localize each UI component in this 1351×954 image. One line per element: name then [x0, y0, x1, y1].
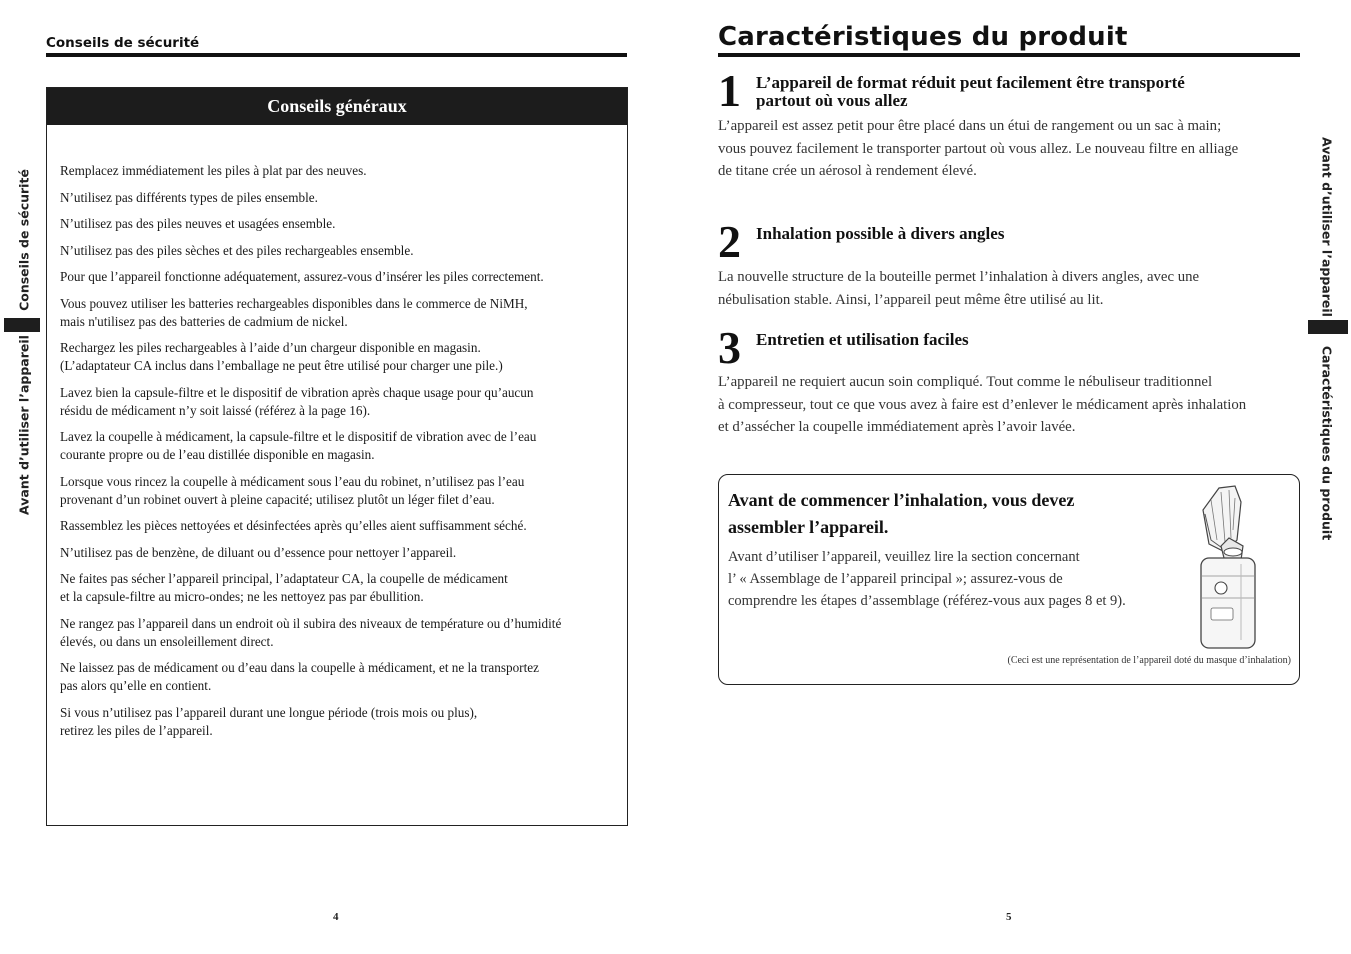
- left-side-tab: [4, 166, 44, 516]
- safety-tips-list: [60, 162, 616, 748]
- list-item: N’utilisez pas de benzène, de diluant ou d’essence pour nettoyer l’appareil.: [60, 544, 457, 560]
- list-item: Ne laissez pas de médicament ou d’eau dans la coupelle à médicament, et ne la transportez pas alors qu’elle en contient.: [60, 660, 539, 693]
- list-item: Lavez bien la capsule-filtre et le dispositif de vibration après chaque usage pour qu’aucun résidu de médicament n’y soit laissé (référez à la page 16).: [60, 384, 534, 418]
- title-rule: [718, 53, 1300, 57]
- list-item: Pour que l’appareil fonctionne adéquatement, assurez-vous d’insérer les piles correctement.: [60, 269, 544, 284]
- left-page-header: Conseils de sécurité: [46, 35, 200, 51]
- general-advice-box: [46, 87, 628, 826]
- side-tab-marker: [4, 318, 40, 332]
- left-header-rule: [46, 53, 627, 57]
- general-advice-title: Conseils généraux: [47, 88, 627, 125]
- side-tab-marker: [1308, 320, 1348, 334]
- feature-body: L’appareil ne requiert aucun soin compliqué. Tout comme le nébuliseur traditionnel à compresseur, tout ce que vous avez à faire est d’enlever le médicament après inhalation et d’assécher la coupelle immédiatement après l’avoir lavée.: [718, 374, 1247, 435]
- page-title: Caractéristiques du produit: [718, 22, 1128, 52]
- list-item: Si vous n’utilisez pas l’appareil durant une longue période (trois mois ou plus), retirez les piles de l’appareil.: [60, 704, 478, 738]
- right-side-tab: [1306, 137, 1348, 550]
- note-body: Avant d’utiliser l’appareil, veuillez lire la section concernant l’ « Assemblage de l’appareil principal »; assurez-vous de comprendre les étapes d’assemblage (référez-vous aux pages 8 et 9).: [728, 549, 1126, 609]
- assembly-note-box: [718, 474, 1300, 685]
- page-number-right: 5: [1006, 911, 1012, 923]
- list-item: Lorsque vous rincez la coupelle à médicament sous l’eau du robinet, n’utilisez pas l’eau provenant d’un robinet ouvert à pleine capacité; utilisez plutôt un léger filet d’eau.: [60, 473, 525, 507]
- feature-heading: Inhalation possible à divers angles: [756, 224, 1005, 243]
- list-item: Remplacez immédiatement les piles à plat par des neuves.: [60, 163, 367, 178]
- list-item: Vous pouvez utiliser les batteries rechargeables disponibles dans le commerce de NiMH, mais n'utilisez pas des batteries de cadmium de nickel.: [60, 295, 528, 329]
- side-tab-label-current: Conseils de sécurité: [16, 169, 32, 311]
- nebulizer-illustration: [1171, 480, 1281, 652]
- list-item: Ne rangez pas l’appareil dans un endroit où il subira des niveaux de température ou d’humidité élevés, ou dans un ensoleillement direct.: [60, 615, 562, 649]
- illustration-caption: (Ceci est une représentation de l’appareil doté du masque d’inhalation): [1007, 655, 1291, 666]
- list-item: N’utilisez pas différents types de piles ensemble.: [60, 189, 318, 205]
- page-number-left: 4: [333, 911, 339, 923]
- side-tab-label-current: Caractéristiques du produit: [1319, 345, 1335, 541]
- list-item: Rechargez les piles rechargeables à l’aide d’un chargeur disponible en magasin. (L’adaptateur CA inclus dans l’emballage ne peut être utilisé pour charger une pile.): [60, 340, 503, 373]
- list-item: Rassemblez les pièces nettoyées et désinfectées après qu’elles aient suffisamment séché.: [60, 518, 527, 533]
- list-item: Lavez la coupelle à médicament, la capsule-filtre et le dispositif de vibration avec de l’eau courante propre ou de l’eau distillée disponible en magasin.: [60, 429, 537, 462]
- list-item: Ne faites pas sécher l’appareil principal, l’adaptateur CA, la coupelle de médicament et la capsule-filtre au micro-ondes; ne les nettoyez pas par ébullition.: [60, 571, 508, 604]
- side-tab-label-section: Avant d’utiliser l’appareil: [16, 335, 32, 515]
- list-item: N’utilisez pas des piles neuves et usagées ensemble.: [60, 216, 336, 231]
- feature-body: La nouvelle structure de la bouteille permet l’inhalation à divers angles, avec une nébulisation stable. Ainsi, l’appareil peut même être utilisé au lit.: [718, 269, 1200, 308]
- list-item: N’utilisez pas des piles sèches et des piles rechargeables ensemble.: [60, 242, 414, 258]
- side-tab-label-section: Avant d’utiliser l’appareil: [1319, 137, 1335, 317]
- note-title: Avant de commencer l’inhalation, vous devez assembler l’appareil.: [728, 490, 1075, 537]
- feature-number: 3: [718, 322, 741, 373]
- feature-heading: Entretien et utilisation faciles: [756, 330, 969, 349]
- feature-heading: L’appareil de format réduit peut facilement être transporté partout où vous allez: [756, 73, 1185, 110]
- feature-body: L’appareil est assez petit pour être placé dans un étui de rangement ou un sac à main; vous pouvez facilement le transporter partout où vous allez. Le nouveau filtre en alliage de titane crée un aérosol à rendement élevé.: [718, 118, 1239, 179]
- feature-number: 1: [718, 65, 741, 116]
- feature-number: 2: [718, 216, 741, 267]
